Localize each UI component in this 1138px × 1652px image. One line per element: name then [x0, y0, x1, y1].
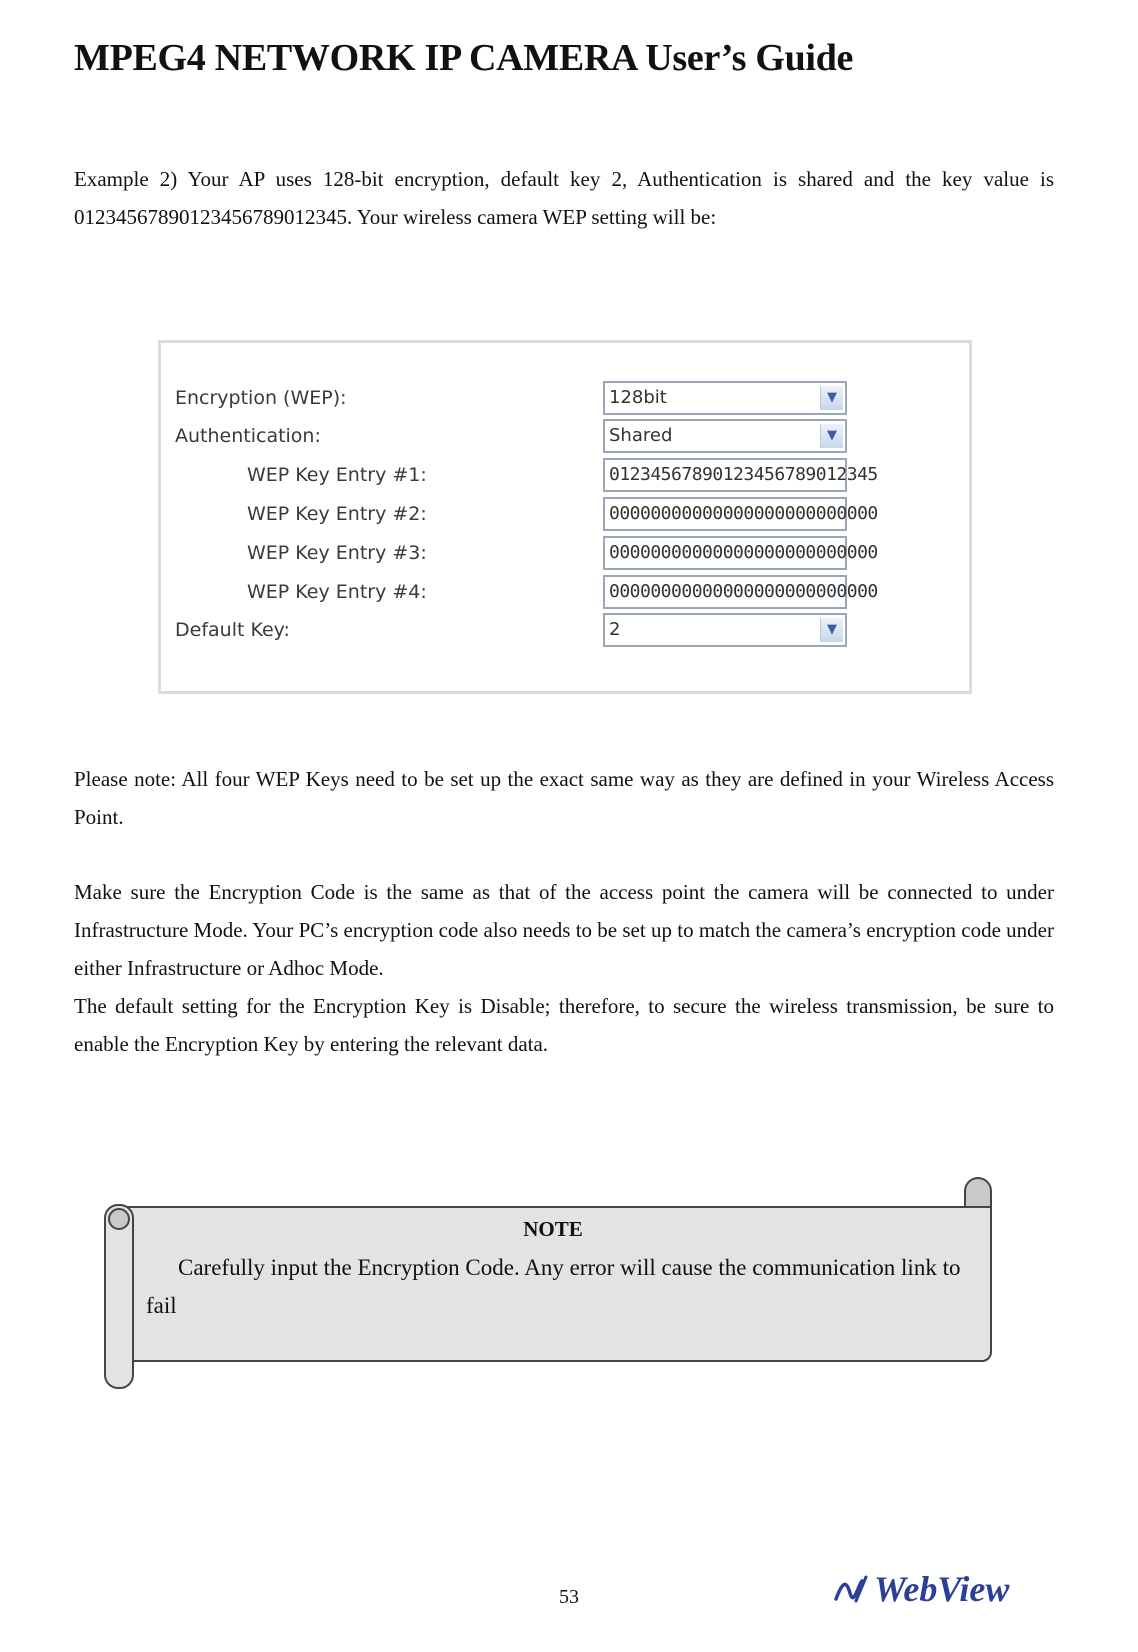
- default-key-label: Default Key:: [175, 619, 290, 641]
- note-title: NOTE: [523, 1217, 583, 1241]
- authentication-row: [161, 419, 969, 455]
- page-number: 53: [559, 1586, 579, 1608]
- encryption-label: Encryption (WEP):: [175, 387, 347, 409]
- encryption-value: 128bit: [609, 387, 667, 408]
- wep-key-input-2[interactable]: 00000000000000000000000000: [603, 497, 847, 531]
- wep-key-row-4: [161, 575, 969, 611]
- please-note-text: Please note: All four WEP Keys need to be set up the exact same way as they are defined in your Wireless Access Point.: [74, 767, 1054, 829]
- chevron-down-icon[interactable]: ▼: [820, 424, 843, 448]
- wep-key-label-1: WEP Key Entry #1:: [247, 464, 427, 486]
- wep-settings-screenshot: [158, 340, 972, 694]
- webview-logo: [832, 1563, 1052, 1611]
- default-key-select[interactable]: [603, 613, 847, 647]
- please-note-paragraph: [74, 760, 1054, 836]
- authentication-select[interactable]: [603, 419, 847, 453]
- note-scroll: [104, 1177, 1002, 1389]
- wep-key-label-4: WEP Key Entry #4:: [247, 581, 427, 603]
- wep-key-input-1[interactable]: 01234567890123456789012345: [603, 458, 847, 492]
- chevron-down-icon[interactable]: ▼: [820, 386, 843, 410]
- encryption-row: [161, 381, 969, 417]
- chevron-down-icon[interactable]: ▼: [820, 618, 843, 642]
- make-sure-paragraph: [74, 873, 1054, 1063]
- wep-key-row-2: [161, 497, 969, 533]
- encryption-select[interactable]: [603, 381, 847, 415]
- default-key-row: [161, 613, 969, 649]
- wep-key-row-3: [161, 536, 969, 572]
- wep-key-label-3: WEP Key Entry #3:: [247, 542, 427, 564]
- page-title: MPEG4 NETWORK IP CAMERA User’s Guide: [74, 37, 854, 79]
- make-sure-text: Make sure the Encryption Code is the same as that of the access point the camera will be connected to under Infrastructure Mode. Your PC’s encryption code also needs to be set up to match the camera’s encryption code under either Infrastructure or Adhoc Mode.: [74, 880, 1054, 980]
- wep-key-label-2: WEP Key Entry #2:: [247, 503, 427, 525]
- wep-key-input-3[interactable]: 00000000000000000000000000: [603, 536, 847, 570]
- wep-key-row-1: [161, 458, 969, 494]
- authentication-label: Authentication:: [175, 425, 321, 447]
- intro-text: Example 2) Your AP uses 128-bit encryption, default key 2, Authentication is shared and the key value is 01234567890123456789012345. Your wireless camera WEP setting will be:: [74, 167, 1054, 229]
- intro-paragraph: [74, 160, 1054, 236]
- wep-key-input-4[interactable]: 00000000000000000000000000: [603, 575, 847, 609]
- default-setting-text: The default setting for the Encryption Key is Disable; therefore, to secure the wireless transmission, be sure to enable the Encryption Key by entering the relevant data.: [74, 994, 1054, 1056]
- authentication-value: Shared: [609, 425, 673, 446]
- note-text: Carefully input the Encryption Code. Any error will cause the communication link to fail: [146, 1255, 961, 1318]
- scroll-curl-icon: [964, 1177, 992, 1208]
- default-key-value: 2: [609, 619, 621, 640]
- logo-text: WebView: [874, 1569, 1010, 1609]
